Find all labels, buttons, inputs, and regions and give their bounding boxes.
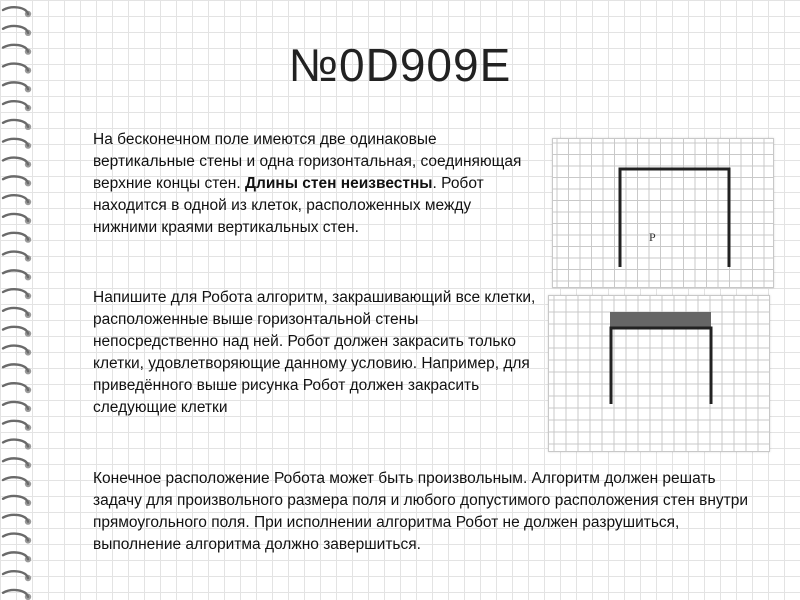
problem-paragraph-3: Конечное расположение Робота может быть произвольным. Алгоритм должен решать задачу для произвольного размера поля и любого допустимого расположения стен внутри прямоугольного поля. При исполнении алгоритма Робот не должен разрушиться, выполнение алгоритма должно завершиться. — [93, 470, 749, 553]
problem-paragraph-2: Напишите для Робота алгоритм, закрашивающий все клетки, расположенные выше горизонтальной стены непосредственно над ней. Робот должен закрасить только клетки, удовлетворяющие данному условию. Например, для приведённого выше рисунка Робот должен закрасить следующие клетки — [93, 289, 536, 416]
figure-result-svg — [549, 296, 769, 451]
paragraph-1-text-b: . Робот находится в одной из клеток, расположенных между нижними краями вертикальных стен. — [93, 175, 484, 236]
figure-1-walls — [620, 169, 729, 267]
page-title: №0D909E — [288, 39, 512, 91]
robot-marker: Р — [649, 230, 656, 244]
figure-initial-svg — [553, 139, 773, 287]
paragraph-1-bold-text: Длины стен неизвестны — [244, 175, 433, 192]
figure-result-field — [548, 295, 770, 452]
paragraph-1-text-a: На бесконечном поле имеются две одинаковые вертикальные стены и одна горизонтальная, соединяющая верхние концы стен. — [93, 131, 522, 192]
problem-paragraph-1 — [93, 129, 533, 239]
painted-cells — [610, 312, 711, 327]
figure-1-grid — [553, 139, 773, 287]
figure-initial-field — [552, 138, 774, 288]
